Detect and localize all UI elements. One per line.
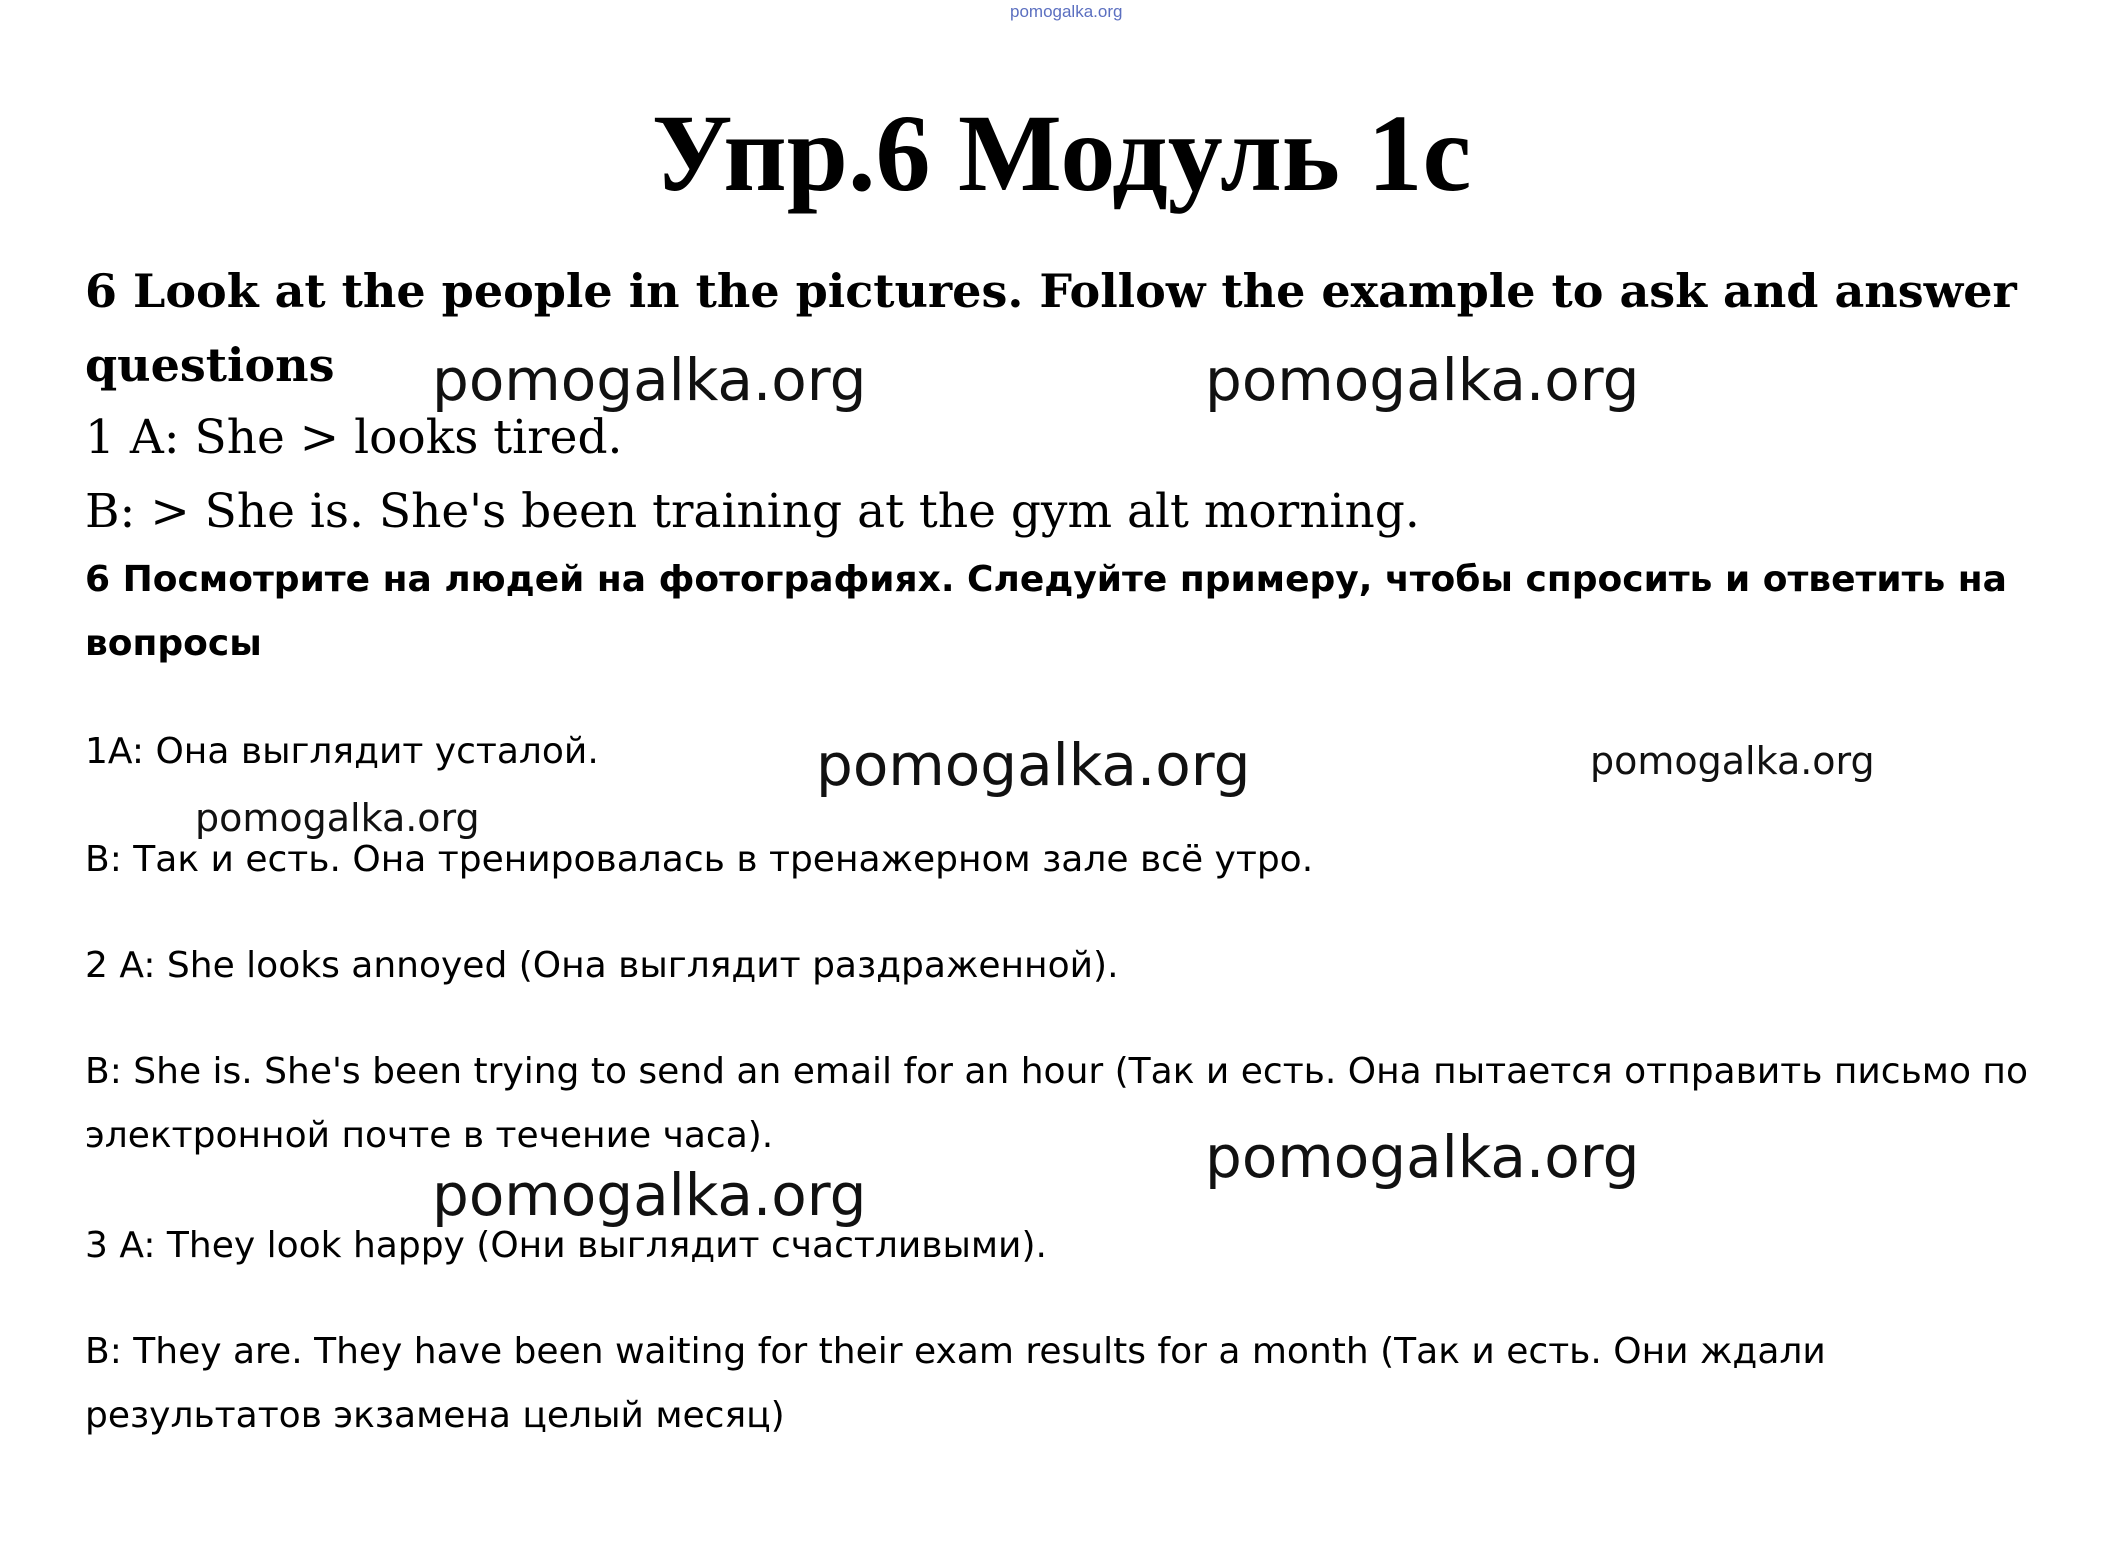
watermark: pomogalka.org bbox=[1205, 346, 1640, 414]
watermark: pomogalka.org bbox=[1590, 739, 1875, 783]
answer-1-a: 1A: Она выглядит усталой. bbox=[85, 731, 599, 772]
task-instruction-ru: 6 Посмотрите на людей на фотографиях. Следуйте примеру, чтобы спросить и ответить на вопросы bbox=[85, 559, 2007, 664]
example-line-b: B: > She is. She's been training at the gym alt morning. bbox=[85, 484, 1420, 539]
answer-1-b: B: Так и есть. Она тренировалась в тренажерном зале всё утро. bbox=[85, 839, 1314, 880]
watermark: pomogalka.org bbox=[1205, 1123, 1640, 1191]
answer-2-a: 2 A: She looks annoyed (Она выглядит раздраженной). bbox=[85, 945, 1119, 986]
watermark: pomogalka.org bbox=[816, 731, 1251, 799]
example-line-a: 1 A: She > looks tired. bbox=[85, 410, 623, 465]
watermark: pomogalka.org bbox=[195, 796, 480, 840]
answer-2-b: B: She is. She's been trying to send an email for an hour (Так и есть. Она пытается отправить письмо по электронной почте в течение часа). bbox=[85, 1051, 2028, 1156]
task-instruction-en: 6 Look at the people in the pictures. Follow the example to ask and answer questions bbox=[85, 264, 2017, 392]
watermark: pomogalka.org bbox=[432, 1161, 867, 1229]
answer-3-a: 3 A: They look happy (Они выглядит счастливыми). bbox=[85, 1225, 1047, 1266]
site-header-link[interactable]: pomogalka.org bbox=[1010, 2, 1123, 21]
answer-3-b: B: They are. They have been waiting for their exam results for a month (Так и есть. Они ждали результатов экзамена целый месяц) bbox=[85, 1331, 1826, 1436]
page-title: Упр.6 Модуль 1с bbox=[651, 92, 1472, 214]
watermark: pomogalka.org bbox=[432, 346, 867, 414]
